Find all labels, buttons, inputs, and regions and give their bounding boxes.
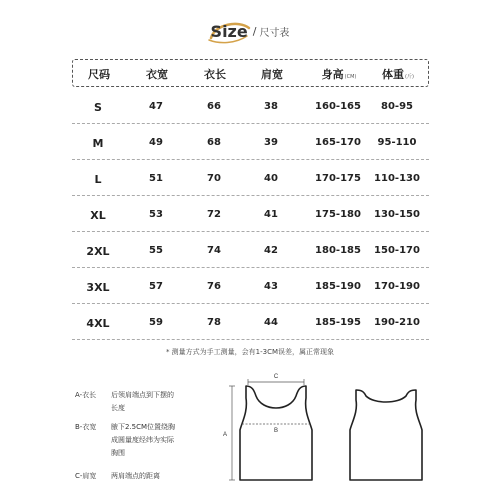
legend-text: 两肩端点的距离 — [111, 472, 160, 480]
legend-text: 成圆量度经纬为实际 — [111, 436, 174, 444]
cell-length: 72 — [207, 209, 221, 220]
cell-shoulder: 40 — [264, 173, 278, 184]
cell-length: 76 — [207, 281, 221, 292]
cell-size: XL — [90, 209, 106, 222]
row-divider — [72, 339, 429, 340]
header-length: 衣长 — [204, 68, 226, 81]
cell-size: L — [94, 173, 102, 186]
cell-chest: 47 — [149, 101, 163, 112]
cell-height: 185-195 — [315, 317, 361, 328]
label-b: B — [273, 428, 279, 434]
label-c: C — [273, 374, 279, 380]
cell-height: 175-180 — [315, 209, 361, 220]
cell-shoulder: 38 — [264, 101, 278, 112]
size-table-header — [72, 59, 429, 87]
cell-size: S — [94, 101, 102, 114]
cell-shoulder: 44 — [264, 317, 278, 328]
title-subtitle: 尺寸表 — [259, 28, 290, 39]
tank-back-icon — [350, 390, 422, 480]
header-size: 尺码 — [88, 68, 110, 81]
cell-length: 70 — [207, 173, 221, 184]
table-row — [72, 268, 429, 304]
legend-text: 后领肩端点到下摆的 — [111, 391, 174, 399]
header-height: 身高(CM) — [321, 68, 357, 81]
table-row — [72, 124, 429, 160]
legend-text: 胸围 — [111, 449, 125, 457]
legend-key: B-衣宽 — [75, 423, 97, 431]
title-word: Size — [210, 22, 248, 41]
table-row — [72, 232, 429, 268]
cell-length: 74 — [207, 245, 221, 256]
label-a: A — [222, 432, 228, 438]
size-chart-title — [0, 22, 500, 41]
header-shoulder: 肩宽 — [261, 68, 283, 81]
table-row — [72, 196, 429, 232]
cell-weight: 110-130 — [374, 173, 420, 184]
header-chest-width: 衣宽 — [146, 68, 168, 81]
cell-chest: 51 — [149, 173, 163, 184]
cell-height: 160-165 — [315, 101, 361, 112]
header-weight-unit: (斤) — [405, 74, 414, 80]
cell-shoulder: 43 — [264, 281, 278, 292]
header-height-unit: (CM) — [344, 74, 357, 80]
cell-height: 180-185 — [315, 245, 361, 256]
title-word-wrap — [211, 22, 248, 41]
cell-weight: 190-210 — [374, 317, 420, 328]
cell-weight: 80-95 — [381, 101, 413, 112]
cell-size: 3XL — [86, 281, 110, 294]
cell-chest: 59 — [149, 317, 163, 328]
cell-size: 4XL — [86, 317, 110, 330]
cell-height: 165-170 — [315, 137, 361, 148]
legend-text: 长度 — [111, 404, 125, 412]
dimension-a — [229, 386, 235, 480]
title-separator: / — [252, 25, 257, 38]
cell-chest: 53 — [149, 209, 163, 220]
cell-weight: 150-170 — [374, 245, 420, 256]
cell-length: 78 — [207, 317, 221, 328]
cell-shoulder: 42 — [264, 245, 278, 256]
table-row — [72, 160, 429, 196]
header-weight: 体重(斤) — [382, 68, 414, 81]
cell-size: 2XL — [86, 245, 110, 258]
legend-text: 腋下2.5CM位置绕胸 — [111, 423, 176, 431]
cell-chest: 55 — [149, 245, 163, 256]
legend-key: C-肩宽 — [75, 472, 97, 480]
cell-chest: 57 — [149, 281, 163, 292]
cell-shoulder: 39 — [264, 137, 278, 148]
cell-weight: 95-110 — [377, 137, 417, 148]
cell-weight: 130-150 — [374, 209, 420, 220]
cell-weight: 170-190 — [374, 281, 420, 292]
cell-chest: 49 — [149, 137, 163, 148]
garment-diagram — [218, 368, 428, 488]
cell-size: M — [92, 137, 104, 150]
cell-height: 185-190 — [315, 281, 361, 292]
cell-length: 68 — [207, 137, 221, 148]
cell-shoulder: 41 — [264, 209, 278, 220]
table-row — [72, 88, 429, 124]
cell-length: 66 — [207, 101, 221, 112]
table-row — [72, 304, 429, 340]
cell-height: 170-175 — [315, 173, 361, 184]
measurement-note: * 测量方式为手工测量，会有1-3CM误差，属正常现象 — [165, 348, 335, 356]
legend-key: A-衣长 — [75, 391, 97, 399]
